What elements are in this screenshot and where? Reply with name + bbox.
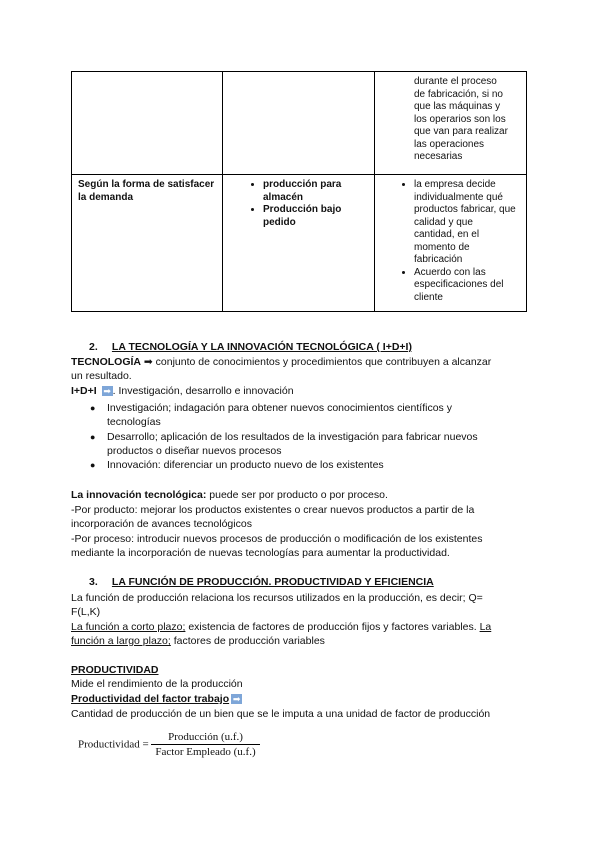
cell-text: necesarias — [414, 151, 463, 162]
factor-trabajo-label: Productividad del factor trabajo — [71, 693, 230, 705]
section-number: 2. — [89, 341, 98, 353]
table-row — [72, 175, 527, 312]
table-cell — [375, 175, 527, 312]
cell-text: que las máquinas y — [414, 101, 501, 112]
list-item: tecnologías — [107, 416, 161, 428]
formula-lhs: Productividad = — [78, 738, 149, 751]
tecnologia-label: TECNOLOGÍA — [71, 356, 141, 368]
formula-fraction — [151, 731, 259, 758]
largo-plazo-label: función a largo plazo; — [71, 635, 171, 647]
section-2-heading — [89, 340, 412, 354]
body-text: puede ser por producto o por proceso. — [206, 489, 388, 501]
bullet-icon: ● — [90, 432, 96, 442]
list-item: Innovación: diferenciar un producto nuevo de los existentes — [107, 459, 384, 471]
list-item: • producción para almacén — [263, 179, 364, 204]
table-cell — [375, 72, 527, 175]
classification-table — [71, 71, 527, 312]
formula-numerator: Producción (u.f.) — [151, 731, 259, 745]
list-item: • la empresa decide individualmente qué productos fabricar, que calidad y que cantidad, en el momento de fabricación — [414, 179, 516, 267]
idi-definition — [71, 384, 294, 398]
cell-text: las operaciones — [414, 138, 485, 150]
body-text: incorporación de avances tecnológicos — [71, 518, 252, 530]
list-item: productos o diseñar nuevos procesos — [107, 445, 282, 457]
body-text: Mide el rendimiento de la producción — [71, 678, 243, 690]
body-text: mediante la incorporación de nuevas tecnologías para aumentar la productividad. — [71, 547, 450, 559]
list-item: Investigación; indagación para obtener nuevos conocimientos científicos y — [107, 402, 452, 414]
list-item: • Acuerdo con las especificaciones del cliente — [414, 267, 516, 305]
body-text: F(L,K) — [71, 606, 101, 618]
productividad-title: PRODUCTIVIDAD — [71, 664, 159, 676]
innovacion-intro — [71, 488, 388, 502]
corto-plazo-line — [71, 620, 491, 634]
largo-plazo-label: La — [479, 621, 492, 633]
body-text: existencia de factores de producción fijos y factores variables. — [185, 621, 480, 633]
body-text: -Por proceso: introducir nuevos procesos de producción o modificación de los existentes — [71, 533, 483, 545]
table-cell: Según la forma de satisfacer la demanda — [72, 175, 223, 312]
idi-label: I+D+I — [71, 385, 97, 397]
cell-text: que van para realizar — [414, 126, 508, 137]
table-cell — [223, 72, 375, 175]
table-cell — [223, 175, 375, 312]
productivity-formula — [78, 731, 260, 758]
body-text: conjunto de conocimientos y procedimientos que contribuyen a alcanzar — [155, 356, 492, 368]
bullet-icon: ● — [90, 403, 96, 413]
innovacion-label: La innovación tecnológica: — [71, 489, 207, 501]
body-text: factores de producción variables — [170, 635, 325, 647]
cell-text: los operarios son los — [414, 113, 506, 125]
body-text: . Investigación, desarrollo e innovación — [112, 385, 294, 397]
formula-denominator: Factor Empleado (u.f.) — [155, 746, 256, 758]
list-item: • Producción bajo pedido — [263, 204, 364, 229]
arrow-icon: ➡ — [143, 356, 153, 368]
arrow-icon: ➡ — [103, 386, 111, 397]
bullet-icon: ● — [90, 460, 96, 470]
cell-text: durante el proceso — [414, 76, 497, 87]
section-number: 3. — [89, 576, 98, 588]
arrow-icon: ➡ — [232, 694, 241, 705]
largo-plazo-line — [71, 634, 325, 648]
body-text: -Por producto: mejorar los productos existentes o crear nuevos productos a partir de la — [71, 504, 475, 516]
section-3-heading — [89, 575, 434, 589]
body-text: Cantidad de producción de un bien que se le imputa a una unidad de factor de producción — [71, 708, 491, 720]
table-cell — [72, 72, 223, 175]
body-text: un resultado. — [71, 370, 132, 382]
section-title: LA TECNOLOGÍA Y LA INNOVACIÓN TECNOLÓGICA ( I+D+I) — [111, 341, 412, 353]
body-text: La función de producción relaciona los recursos utilizados en la producción, es decir; Q= — [71, 592, 483, 604]
factor-trabajo-heading — [71, 692, 242, 706]
section-title: LA FUNCIÓN DE PRODUCCIÓN. PRODUCTIVIDAD Y EFICIENCIA — [111, 576, 434, 588]
table-row — [72, 72, 527, 175]
corto-plazo-label: La función a corto plazo; — [71, 621, 186, 633]
cell-text: de fabricación, si no — [414, 88, 503, 100]
list-item: Desarrollo; aplicación de los resultados de la investigación para fabricar nuevos — [107, 431, 478, 443]
tecnologia-definition — [71, 355, 491, 369]
